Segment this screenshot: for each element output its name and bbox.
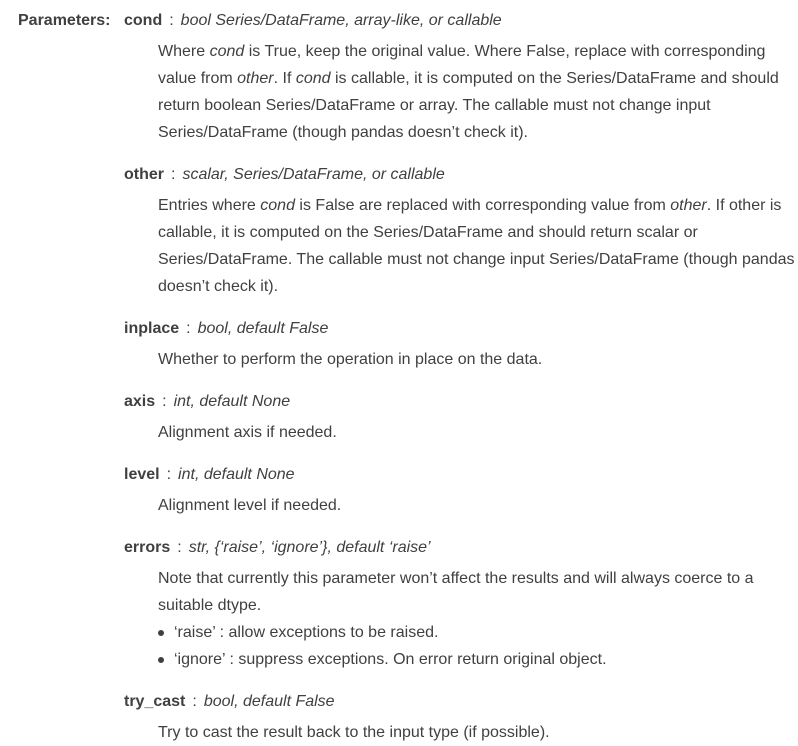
param-name: try_cast [124,693,186,710]
param-separator: : [177,539,182,556]
option-list-item: ‘raise’ : allow exceptions to be raised. [158,619,796,646]
param-description: Alignment level if needed. [158,497,342,514]
param-name: inplace [124,320,180,337]
param-signature [124,391,796,413]
param-description: Whether to perform the operation in place on the data. [158,351,543,368]
parameter-list [124,10,796,746]
param-reference: other [237,70,274,87]
param-try-cast [124,691,796,746]
option-list-item: ‘ignore’ : suppress exceptions. On error return original object. [158,646,796,673]
param-description: Try to cast the result back to the input type (if possible). [158,724,550,741]
param-reference: cond [209,43,245,60]
param-name: errors [124,539,171,556]
param-name: level [124,466,160,483]
param-type: int, default None [178,466,295,483]
param-type: int, default None [173,393,291,410]
param-separator: : [169,12,174,29]
param-name: cond [124,12,163,29]
param-type: bool, default False [203,693,335,710]
param-signature [124,164,796,186]
param-type: scalar, Series/DataFrame, or callable [182,166,445,183]
param-separator: : [166,466,172,483]
param-signature [124,691,796,713]
param-description: Entries where cond is False are replaced with corresponding value from other. If other is callable, it is computed on the Series/DataFrame and should return scalar or Series/DataFrame. The callable must not change input Series/DataFrame (though pandas doesn’t check it). [158,197,795,295]
param-signature [124,464,796,486]
parameters-label: Parameters: [18,12,111,29]
param-separator: : [186,320,191,337]
param-inplace [124,318,796,373]
param-signature [124,10,796,32]
param-description: Alignment axis if needed. [158,424,337,441]
param-signature [124,318,796,340]
param-signature [124,537,796,559]
param-axis [124,391,796,446]
param-type: bool, default False [197,320,329,337]
option-list [158,619,796,673]
param-separator: : [162,393,167,410]
param-level [124,464,796,519]
param-errors [124,537,796,673]
param-reference: cond [295,70,331,87]
param-cond [124,10,796,146]
param-description: Where cond is True, keep the original value. Where False, replace with corresponding value from other. If cond is callable, it is computed on the Series/DataFrame and should return boolean Series/DataFrame or array. The callable must not change input Series/DataFrame (though pandas doesn’t check it). [158,43,779,141]
param-type: bool Series/DataFrame, array-like, or callable [180,12,502,29]
param-reference: other [670,197,707,214]
param-other [124,164,796,300]
param-reference: cond [260,197,295,214]
param-name: other [124,166,164,183]
param-type: str, {‘raise’, ‘ignore’}, default ‘raise’ [188,539,431,556]
param-description: Note that currently this parameter won’t affect the results and will always coerce to a suitable dtype. ‘raise’ : allow exceptions to be raised. ‘ignore’ : suppress exceptions. On error return original object. [158,565,796,673]
param-separator: : [171,166,176,183]
param-name: axis [124,393,156,410]
param-separator: : [192,693,197,710]
